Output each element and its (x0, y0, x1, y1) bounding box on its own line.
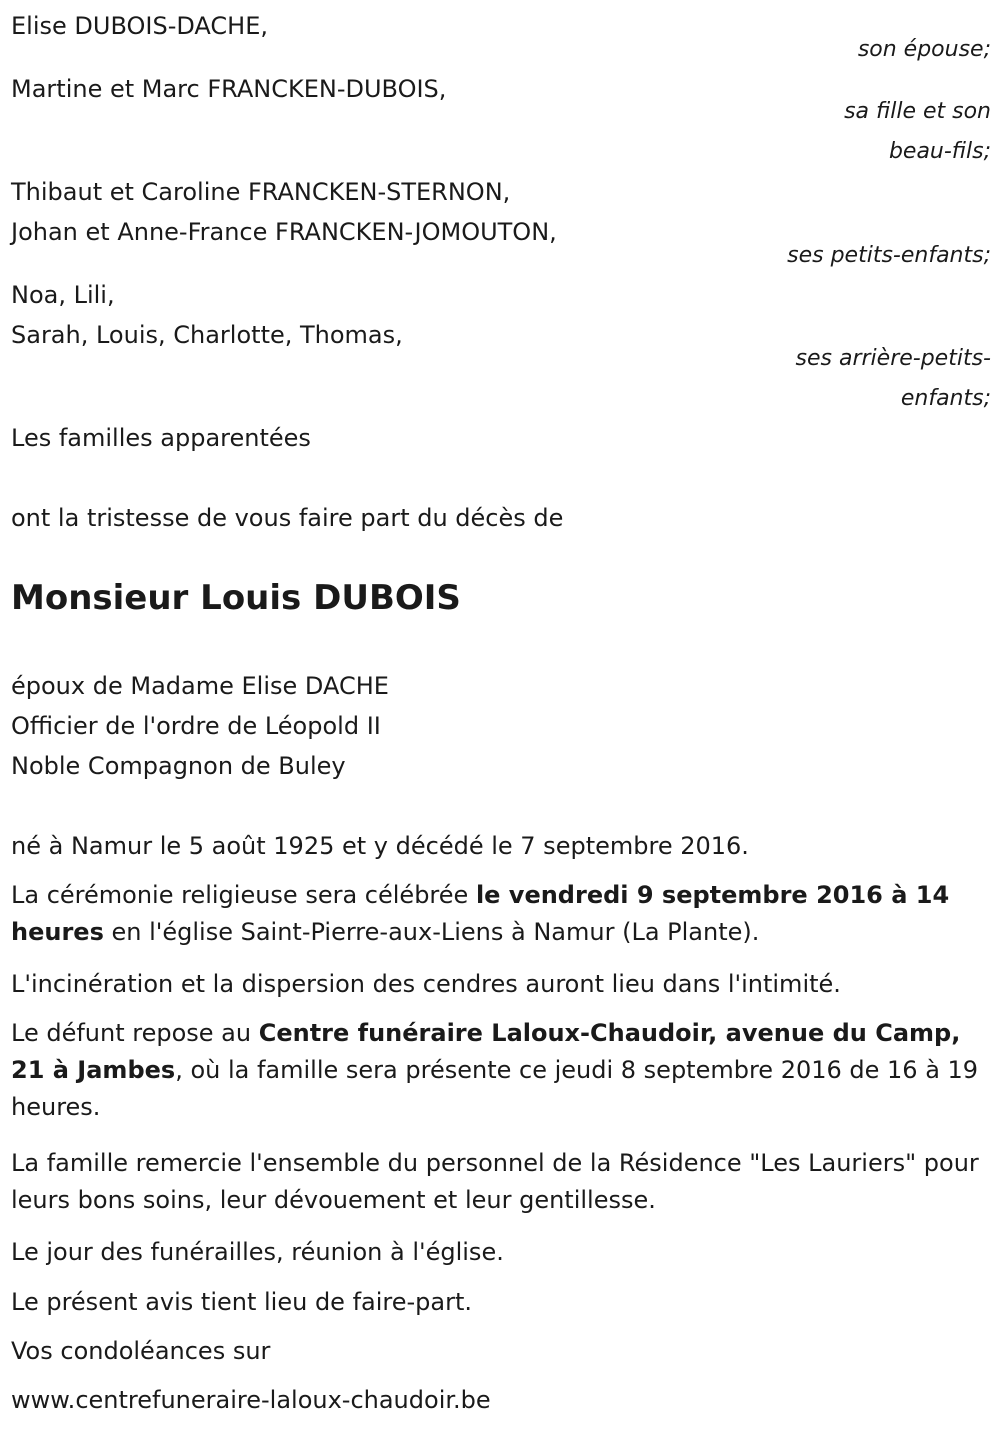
daughter-role-line-2: beau-fils; (888, 139, 991, 164)
condolences-link[interactable]: www.centrefuneraire-laloux-chaudoir.be (11, 1386, 491, 1414)
announcement-text: ont la tristesse de vous faire part du décès de (11, 504, 564, 532)
birth-death-text: né à Namur le 5 août 1925 et y décédé le 7 septembre 2016. (11, 832, 749, 860)
thanks-paragraph: La famille remercie l'ensemble du personnel de la Résidence "Les Lauriers" pour leurs bons soins, leur dévouement et leur gentillesse. (11, 1149, 979, 1214)
related-families: Les familles apparentées (11, 424, 311, 452)
repose-location: Centre funéraire Laloux-Chaudoir, avenue du Camp, 21 à Jambes (11, 1019, 961, 1084)
grandchildren-role: ses petits-enfants; (787, 243, 991, 268)
repose-text-pre: Le défunt repose au (11, 1019, 259, 1047)
great-grandchildren-role-line-1: ses arrière-petits- (795, 346, 991, 371)
great-grandchildren-role-line-2: enfants; (900, 386, 991, 411)
deceased-detail-spouse: époux de Madame Elise DACHE (11, 672, 389, 700)
daughter-role-line-1: sa fille et son (844, 99, 991, 124)
funeral-meeting-text: Le jour des funérailles, réunion à l'église. (11, 1238, 504, 1266)
repose-paragraph (11, 1015, 981, 1126)
spouse-role: son épouse; (857, 37, 991, 62)
ceremony-date-time: le vendredi 9 septembre 2016 à 14 heures (11, 881, 950, 946)
grandchildren-line-2: Johan et Anne-France FRANCKEN-JOMOUTON, (11, 218, 557, 246)
ceremony-text-post: en l'église Saint-Pierre-aux-Liens à Namur (La Plante). (103, 918, 760, 946)
grandchildren-line-1: Thibaut et Caroline FRANCKEN-STERNON, (11, 178, 511, 206)
deceased-name: Monsieur Louis DUBOIS (11, 578, 461, 618)
notice-text: Le présent avis tient lieu de faire-part. (11, 1288, 473, 1316)
condolences-label: Vos condoléances sur (11, 1337, 271, 1365)
great-grandchildren-line-2: Sarah, Louis, Charlotte, Thomas, (11, 321, 403, 349)
great-grandchildren-line-1: Noa, Lili, (11, 281, 115, 309)
ceremony-paragraph (11, 877, 981, 951)
cremation-paragraph: L'incinération et la dispersion des cendres auront lieu dans l'intimité. (11, 970, 841, 998)
ceremony-text-pre: La cérémonie religieuse sera célébrée (11, 881, 476, 909)
repose-text-post: , où la famille sera présente ce jeudi 8 septembre 2016 de 16 à 19 heures. (11, 1056, 979, 1121)
spouse-name: Elise DUBOIS-DACHE, (11, 12, 269, 40)
deceased-detail-order: Officier de l'ordre de Léopold II (11, 712, 381, 740)
daughter-names: Martine et Marc FRANCKEN-DUBOIS, (11, 75, 447, 103)
deceased-detail-companion: Noble Compagnon de Buley (11, 752, 346, 780)
